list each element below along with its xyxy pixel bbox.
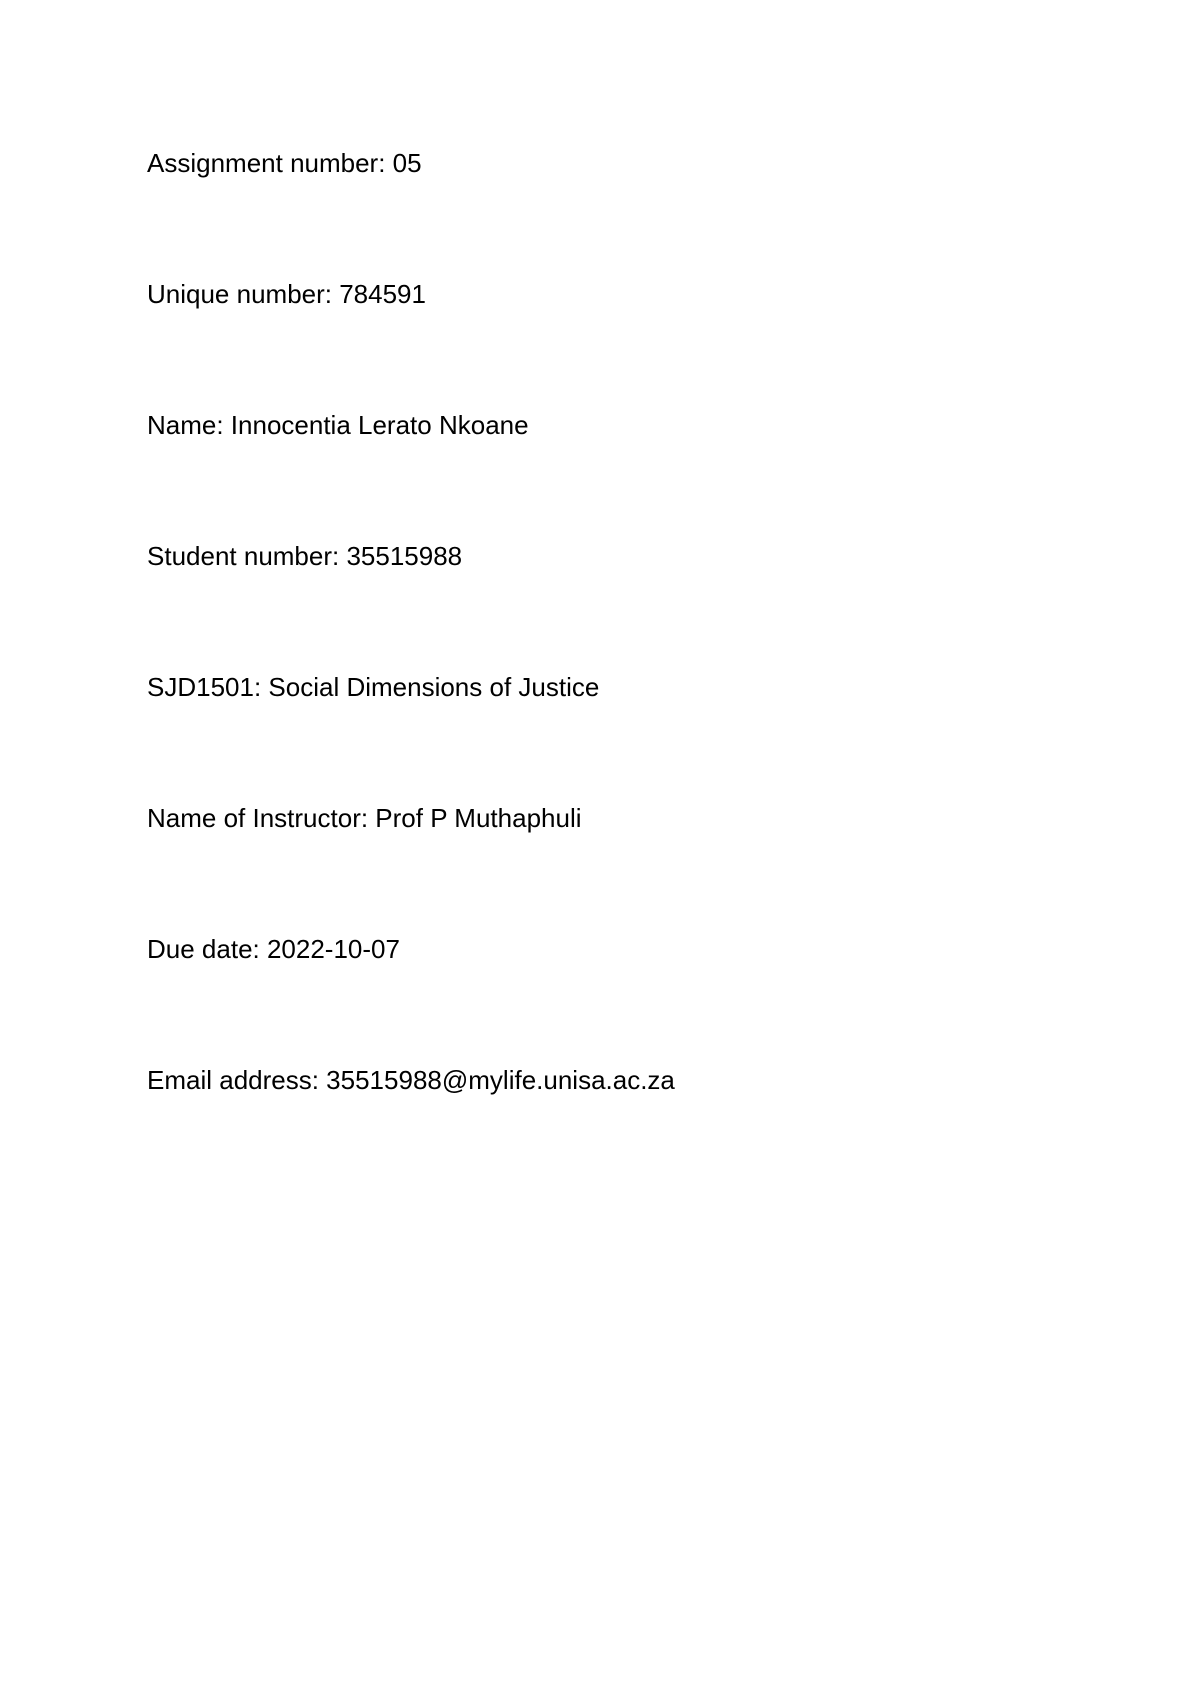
unique-number-line: Unique number: 784591	[147, 279, 426, 309]
student-number-line: Student number: 35515988	[147, 541, 463, 571]
email-address-line: Email address: 35515988@mylife.unisa.ac.za	[147, 1065, 675, 1095]
due-date-line: Due date: 2022-10-07	[147, 934, 400, 964]
student-name-line: Name: Innocentia Lerato Nkoane	[147, 410, 529, 440]
module-line: SJD1501: Social Dimensions of Justice	[147, 672, 600, 702]
instructor-line: Name of Instructor: Prof P Muthaphuli	[147, 803, 582, 833]
cover-details	[147, 145, 1047, 1193]
assignment-number-line: Assignment number: 05	[147, 148, 422, 178]
